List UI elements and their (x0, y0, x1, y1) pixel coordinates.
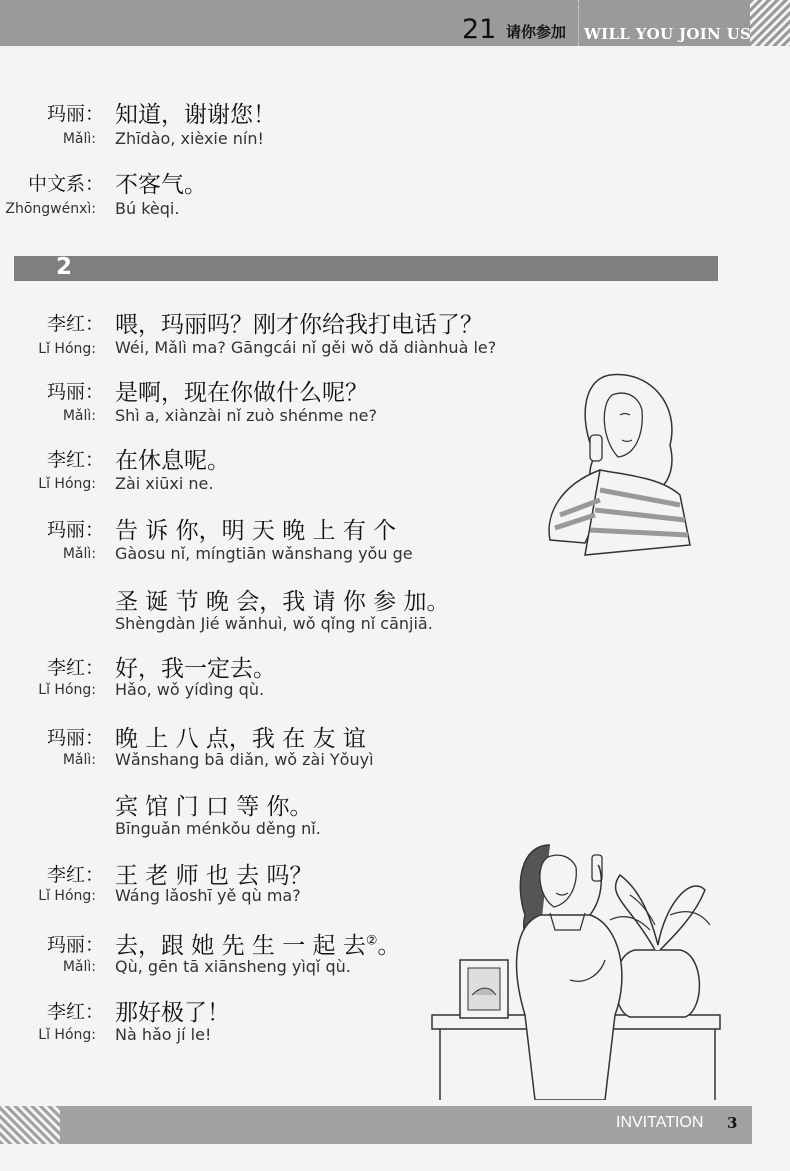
woman-phone-illustration (540, 365, 700, 565)
line-py: Wǎnshang bā diǎn, wǒ zài Yǒuyì (115, 750, 374, 769)
speaker-py: Lǐ Hóng: (38, 1027, 96, 1043)
line-py: Gàosu nǐ, míngtiān wǎnshang yǒu ge (115, 544, 413, 563)
speaker-py: Lǐ Hóng: (38, 888, 96, 904)
line-py: Shèngdàn Jié wǎnhuì, wǒ qǐng nǐ cānjiā. (115, 614, 433, 633)
line-zh: 告 诉 你，明 天 晚 上 有 个 (115, 518, 397, 544)
section-number: 2 (56, 254, 73, 280)
speaker-py: Mǎlì: (62, 752, 96, 768)
speaker-py: Lǐ Hóng: (38, 341, 96, 357)
speaker-zh: 李红： (46, 313, 104, 335)
lesson-title-en: WILL YOU JOIN US (584, 25, 752, 43)
speaker-zh: 玛丽： (46, 103, 104, 125)
speaker-zh: 玛丽： (46, 727, 104, 749)
line-py: Bīnguǎn ménkǒu děng nǐ. (115, 819, 321, 838)
line-py: Wéi, Mǎlì ma? Gāngcái nǐ gěi wǒ dǎ diànhuà le? (115, 338, 497, 357)
line-zh: 喂，玛丽吗？刚才你给我打电话了？ (115, 312, 483, 338)
section-bar (14, 256, 718, 281)
line-zh: 不客气。 (115, 172, 207, 198)
speaker-py: Zhōngwénxì: (5, 201, 96, 217)
line-zh: 知道，谢谢您！ (115, 102, 276, 128)
line-py: Zài xiūxi ne. (115, 474, 214, 493)
line-zh: 圣 诞 节 晚 会，我 请 你 参 加。 (115, 589, 450, 615)
lesson-title-zh: 请你参加 (506, 23, 567, 41)
footer-pattern (0, 1106, 60, 1144)
speaker-py: Lǐ Hóng: (38, 682, 96, 698)
line-py: Zhīdào, xièxie nín! (115, 129, 264, 148)
speaker-py: Mǎlì: (62, 546, 96, 562)
line-py: Bú kèqi. (115, 199, 180, 218)
line-zh (115, 927, 401, 960)
line-zh: 那好极了！ (115, 1000, 230, 1026)
line-py: Nà hǎo jí le! (115, 1025, 212, 1044)
line-zh-text: 去，跟 她 先 生 一 起 去 (115, 933, 366, 959)
speaker-zh: 中文系： (27, 173, 104, 195)
speaker-py: Mǎlì: (62, 131, 96, 147)
line-py: Hǎo, wǒ yídìng qù. (115, 680, 265, 699)
line-py: Shì a, xiànzài nǐ zuò shénme ne? (115, 406, 377, 425)
woman-table-illustration (430, 835, 725, 1100)
speaker-py: Mǎlì: (62, 408, 96, 424)
footer-label: INVITATION (616, 1114, 704, 1131)
line-zh: 在休息呢。 (115, 448, 230, 474)
line-zh: 王 老 师 也 去 吗？ (115, 863, 313, 889)
speaker-py: Mǎlì: (62, 959, 96, 975)
speaker-zh: 李红： (46, 1001, 104, 1023)
speaker-zh: 玛丽： (46, 381, 104, 403)
footnote-marker: ② (365, 933, 378, 949)
line-zh-end: 。 (377, 933, 401, 959)
line-zh: 是啊，现在你做什么呢？ (115, 380, 368, 406)
speaker-zh: 李红： (46, 864, 104, 886)
speaker-py: Lǐ Hóng: (38, 476, 96, 492)
line-zh: 宾 馆 门 口 等 你。 (115, 794, 313, 820)
page-number: 3 (727, 1114, 738, 1132)
speaker-zh: 玛丽： (46, 934, 104, 956)
line-zh: 晚 上 八 点，我 在 友 谊 (115, 726, 366, 752)
line-zh: 好，我一定去。 (115, 656, 276, 682)
line-py: Qù, gēn tā xiānsheng yìqǐ qù. (115, 957, 351, 976)
header-pattern (750, 0, 790, 46)
speaker-zh: 李红： (46, 449, 104, 471)
speaker-zh: 李红： (46, 657, 104, 679)
speaker-zh: 玛丽： (46, 519, 104, 541)
line-py: Wáng lǎoshī yě qù ma? (115, 886, 301, 905)
header-divider (578, 0, 579, 46)
lesson-number: 21 (462, 14, 497, 45)
